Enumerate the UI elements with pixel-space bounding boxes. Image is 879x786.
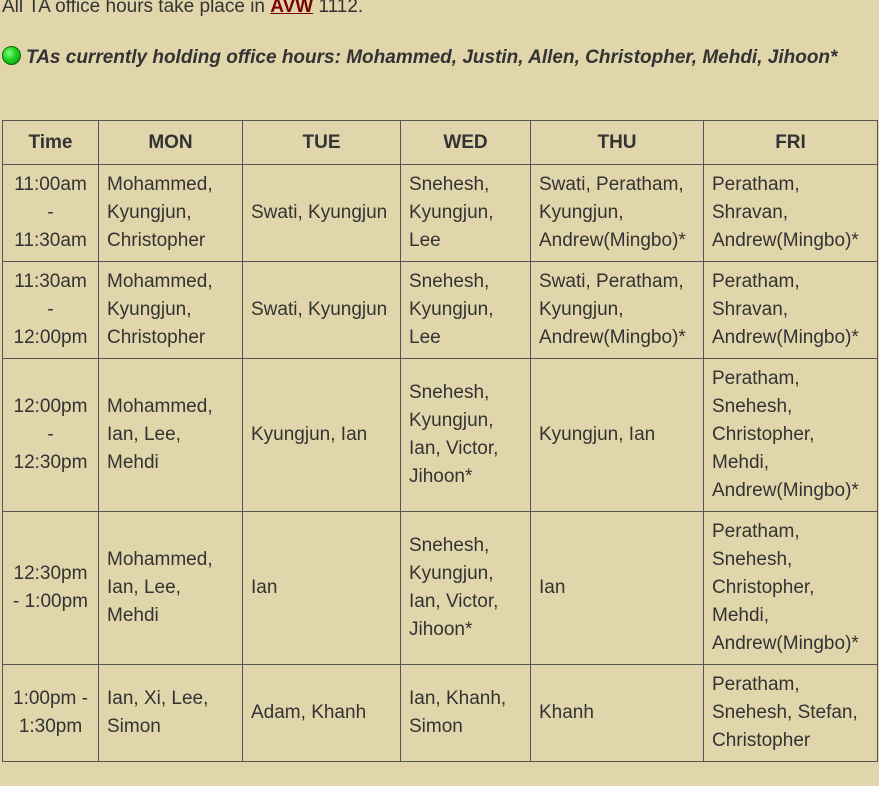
header-wed: WED xyxy=(401,121,531,165)
fri-tas: Peratham, Snehesh, Christopher, Mehdi, Andrew(Mingbo)* xyxy=(704,359,878,512)
time-slot: 11:00am - 11:30am xyxy=(3,165,99,262)
header-mon: MON xyxy=(99,121,243,165)
thu-tas: Kyungjun, Ian xyxy=(531,359,704,512)
time-slot: 12:30pm - 1:00pm xyxy=(3,512,99,665)
wed-tas: Snehesh, Kyungjun, Ian, Victor, Jihoon* xyxy=(401,359,531,512)
table-row xyxy=(3,359,878,512)
mon-tas: Mohammed, Kyungjun, Christopher xyxy=(99,262,243,359)
tue-tas: Swati, Kyungjun xyxy=(243,165,401,262)
thu-tas: Swati, Peratham, Kyungjun, Andrew(Mingbo)* xyxy=(531,165,704,262)
thu-tas: Swati, Peratham, Kyungjun, Andrew(Mingbo)* xyxy=(531,262,704,359)
status-text: TAs currently holding office hours: Mohammed, Justin, Allen, Christopher, Mehdi, Jihoon* xyxy=(26,47,838,68)
thu-tas: Khanh xyxy=(531,665,704,762)
location-suffix: 1112. xyxy=(313,0,364,17)
office-hours-table xyxy=(2,120,878,762)
wed-tas: Snehesh, Kyungjun, Lee xyxy=(401,262,531,359)
table-row xyxy=(3,262,878,359)
fri-tas: Peratham, Snehesh, Christopher, Mehdi, Andrew(Mingbo)* xyxy=(704,512,878,665)
mon-tas: Mohammed, Ian, Lee, Mehdi xyxy=(99,359,243,512)
table-header-row xyxy=(3,121,878,165)
current-office-hours-status xyxy=(2,43,862,72)
time-slot: 11:30am - 12:00pm xyxy=(3,262,99,359)
wed-tas: Ian, Khanh, Simon xyxy=(401,665,531,762)
table-row xyxy=(3,165,878,262)
tue-tas: Swati, Kyungjun xyxy=(243,262,401,359)
header-tue: TUE xyxy=(243,121,401,165)
table-row xyxy=(3,512,878,665)
location-prefix: All TA office hours take place in xyxy=(2,0,271,17)
tue-tas: Kyungjun, Ian xyxy=(243,359,401,512)
table-row xyxy=(3,665,878,762)
time-slot: 12:00pm - 12:30pm xyxy=(3,359,99,512)
header-time: Time xyxy=(3,121,99,165)
fri-tas: Peratham, Shravan, Andrew(Mingbo)* xyxy=(704,262,878,359)
wed-tas: Snehesh, Kyungjun, Lee xyxy=(401,165,531,262)
tue-tas: Ian xyxy=(243,512,401,665)
thu-tas: Ian xyxy=(531,512,704,665)
mon-tas: Mohammed, Kyungjun, Christopher xyxy=(99,165,243,262)
status-indicator-icon xyxy=(2,46,21,65)
mon-tas: Ian, Xi, Lee, Simon xyxy=(99,665,243,762)
mon-tas: Mohammed, Ian, Lee, Mehdi xyxy=(99,512,243,665)
time-slot: 1:00pm - 1:30pm xyxy=(3,665,99,762)
wed-tas: Snehesh, Kyungjun, Ian, Victor, Jihoon* xyxy=(401,512,531,665)
tue-tas: Adam, Khanh xyxy=(243,665,401,762)
header-thu: THU xyxy=(531,121,704,165)
fri-tas: Peratham, Snehesh, Stefan, Christopher xyxy=(704,665,878,762)
location-link[interactable]: AVW xyxy=(270,0,314,17)
location-note xyxy=(2,0,363,21)
header-fri: FRI xyxy=(704,121,878,165)
fri-tas: Peratham, Shravan, Andrew(Mingbo)* xyxy=(704,165,878,262)
